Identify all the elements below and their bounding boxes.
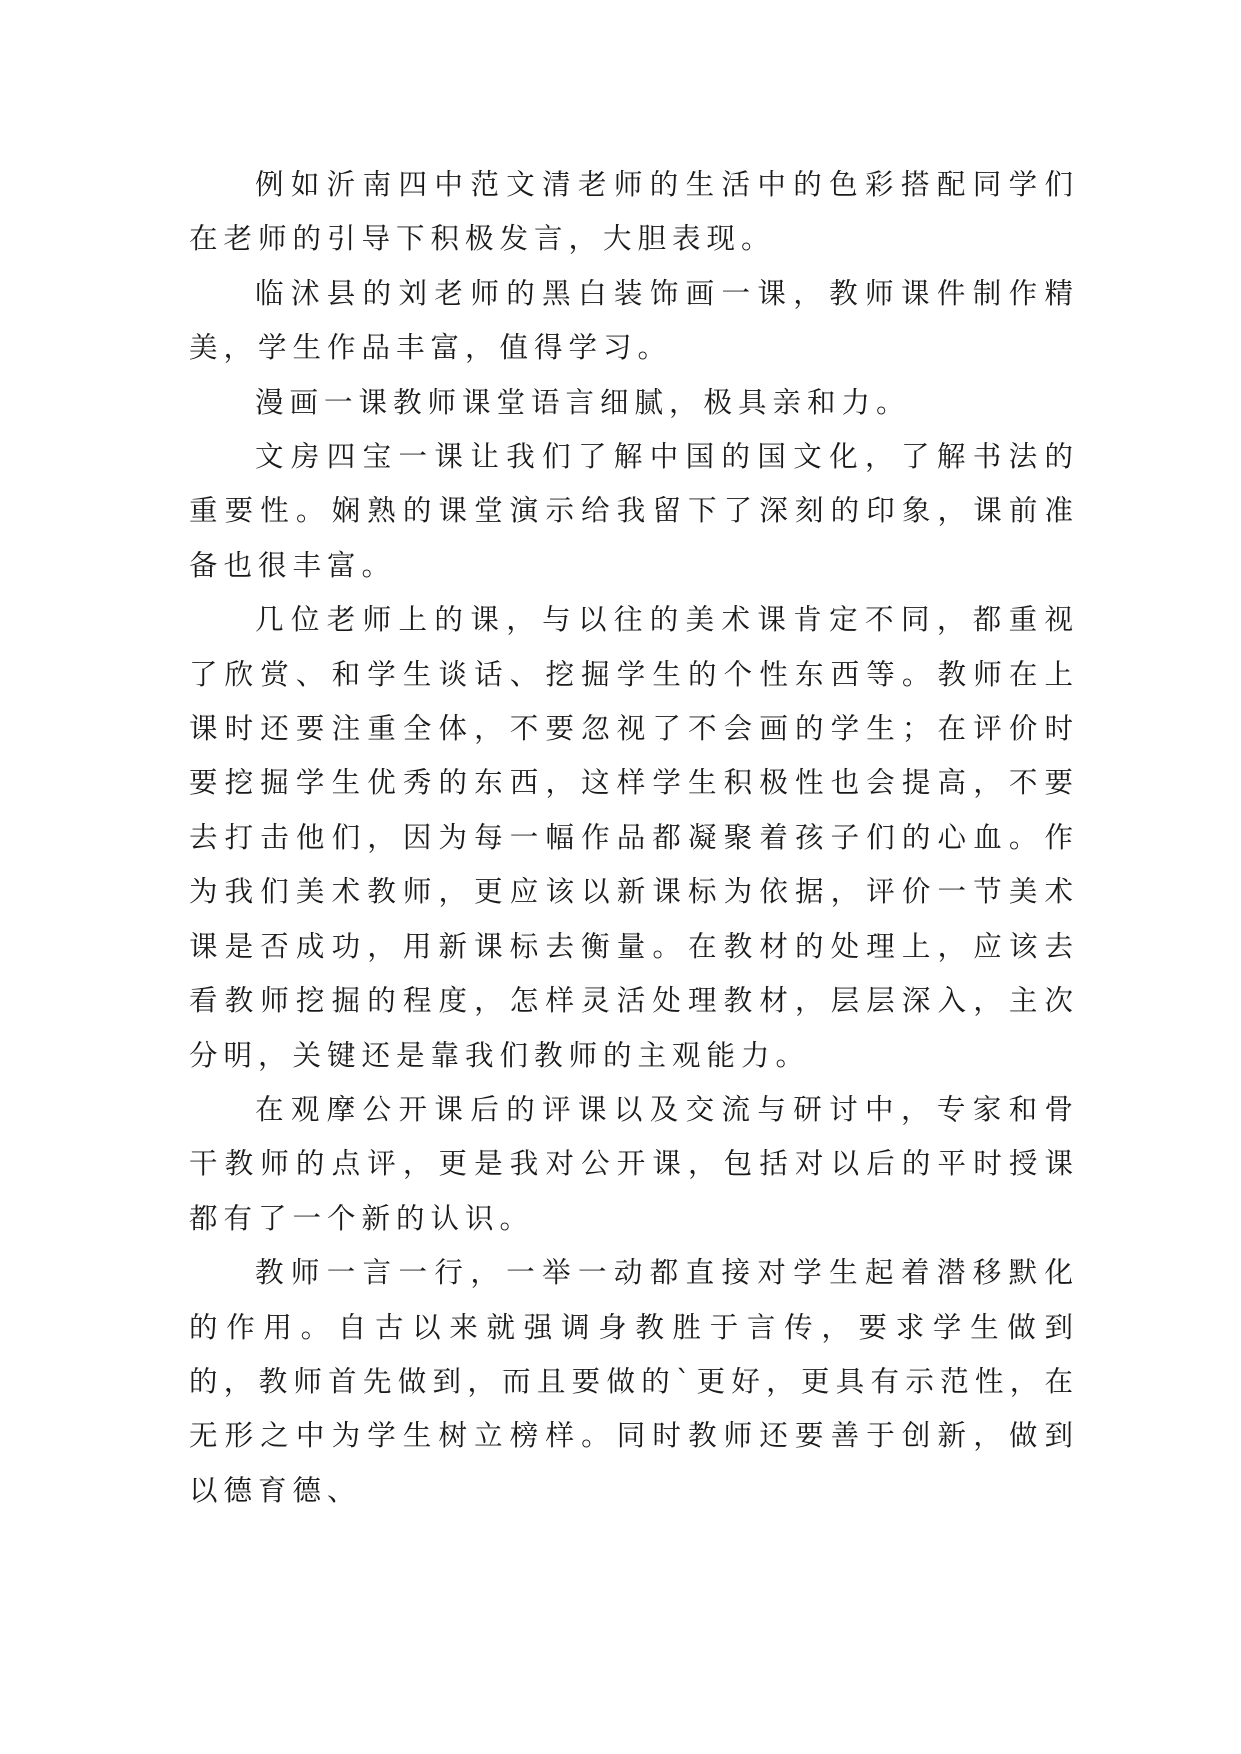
paragraph-6: 在观摩公开课后的评课以及交流与研讨中，专家和骨干教师的点评，更是我对公开课，包括对以后的平时授课都有了一个新的认识。 (189, 1092, 1079, 1235)
paragraph-5: 几位老师上的课，与以往的美术课肯定不同，都重视了欣赏、和学生谈话、挖掘学生的个性东西等。教师在上课时还要注重全体，不要忽视了不会画的学生；在评价时要挖掘学生优秀的东西，这样学生积极性也会提高，不要去打击他们，因为每一幅作品都凝聚着孩子们的心血。作为我们美术教师，更应该以新课标为依据，评价一节美术课是否成功，用新课标去衡量。在教材的处理上，应该去看教师挖掘的程度，怎样灵活处理教材，层层深入，主次分明，关键还是靠我们教师的主观能力。 (189, 603, 1079, 1072)
paragraph-2: 临沭县的刘老师的黑白装饰画一课，教师课件制作精美，学生作品丰富，值得学习。 (189, 276, 1079, 365)
paragraph-1: 例如沂南四中范文清老师的生活中的色彩搭配同学们在老师的引导下积极发言，大胆表现。 (189, 168, 1079, 256)
paragraph-4: 文房四宝一课让我们了解中国的国文化，了解书法的重要性。娴熟的课堂演示给我留下了深刻的印象，课前准备也很丰富。 (189, 440, 1079, 582)
document-body (189, 158, 1079, 1518)
paragraph-3: 漫画一课教师课堂语言细腻，极具亲和力。 (255, 385, 911, 419)
paragraph-7: 教师一言一行，一举一动都直接对学生起着潜移默化的作用。自古以来就强调身教胜于言传，要求学生做到的，教师首先做到，而且要做的`更好，更具有示范性，在无形之中为学生树立榜样。同时教师还要善于创新，做到以德育德、 (189, 1256, 1079, 1507)
